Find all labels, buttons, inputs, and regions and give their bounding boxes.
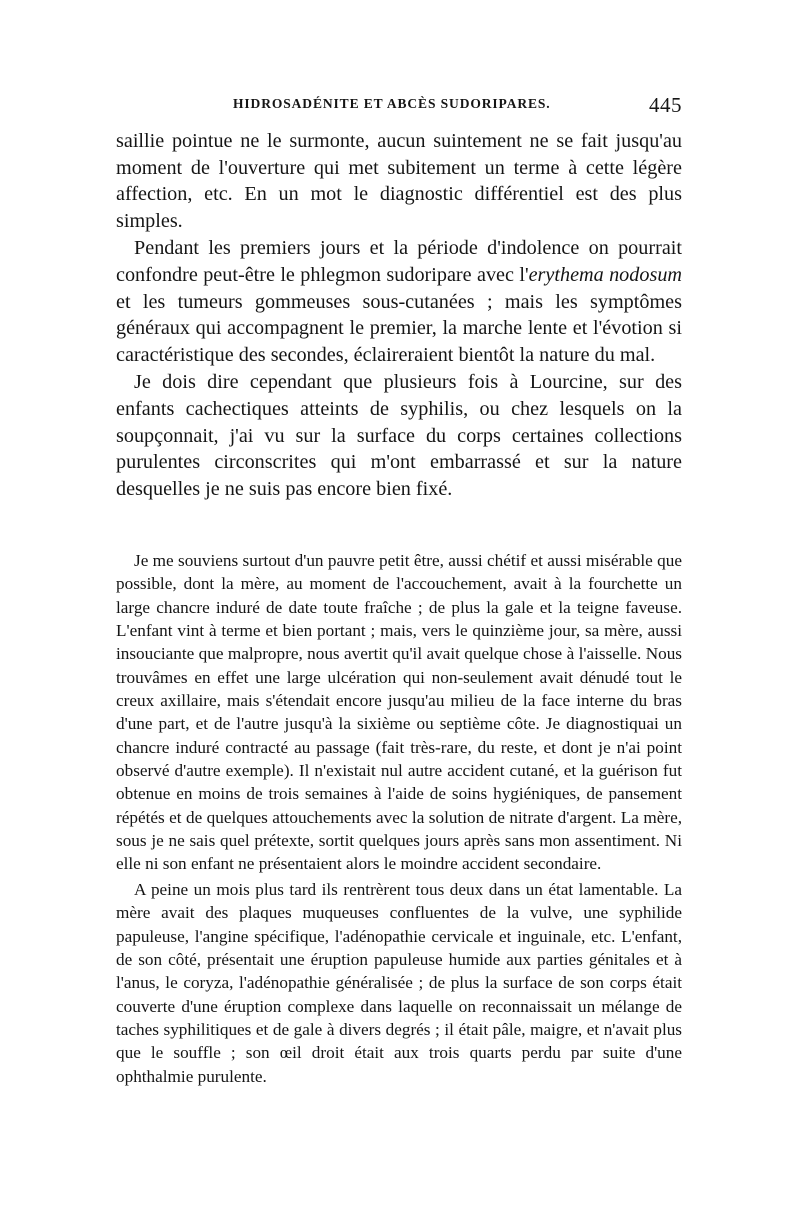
italic-term: erythema nodosum — [528, 263, 682, 286]
paragraph-text: et les tumeurs gommeuses sous-cutanées ; mais les symptômes généraux qui accompagnent le premier, la marche lente et l'évotion si caractéristique des secondes, éclaireraient bientôt la nature du mal. — [116, 290, 682, 366]
observation-text — [116, 549, 682, 1088]
paragraph-lourcine: Je dois dire cependant que plusieurs fois à Lourcine, sur des enfants cachectiques atteints de syphilis, ou chez lesquels on la soupçonnait, j'ai vu sur la surface du corps certaines collections purulentes circonscrites qui m'ont embarrassé et sur la nature desquelles je ne suis pas encore bien fixé. — [116, 371, 682, 500]
running-title: HIDROSADÉNITE ET ABCÈS SUDORIPARES. — [233, 96, 551, 111]
paragraph-continuation: saillie pointue ne le surmonte, aucun suintement ne se fait jusqu'au moment de l'ouverture qui met subitement un terme à cette légère affection, etc. En un mot le diagnostic différentiel est des plus simples. — [116, 130, 682, 232]
observation-paragraph: A peine un mois plus tard ils rentrèrent tous deux dans un état lamentable. La mère avait des plaques muqueuses confluentes de la vulve, une syphilide papuleuse, l'angine spécifique, l'adénopathie cervicale et inguinale, etc. L'enfant, de son côté, présentait une éruption papuleuse humide aux parties génitales et à l'anus, le coryza, l'adénopathie généralisée ; de plus la surface de son corps était couverte d'une éruption complexe dans laquelle on reconnaissait un mélange de taches syphilitiques et de gale à divers degrés ; il était pâle, maigre, et n'avait plus que le souffle ; son œil droit était aux trois quarts perdu par suite d'une ophthalmie purulente. — [116, 879, 682, 1086]
paragraph-text: Pendant les premiers jours et la période d'indolence on pourrait confondre peut-être le phlegmon sudoripare avec l' — [116, 237, 682, 286]
observation-paragraph: Je me souviens surtout d'un pauvre petit être, aussi chétif et aussi misérable que possible, dont la mère, au moment de l'accouchement, avait à la fourchette un large chancre induré de date toute fraîche ; de plus la gale et la teigne faveuse. L'enfant vint à terme et bien portant ; mais, vers le quinzième jour, sa mère, aussi insouciante que malpropre, nous avertit qu'il avait quelque chose à l'aisselle. Nous trouvâmes en effet une large ulcération qui non-seulement avait dénudé tout le creux axillaire, mais s'étendait encore jusqu'au milieu de la face interne du bras d'une part, et de l'autre jusqu'à la sixième ou septième côte. Je diagnostiquai un chancre induré contracté au passage (fait très-rare, du reste, et dont je n'ai point observé d'autre exemple). Il n'existait nul autre accident cutané, et la guérison fut obtenue en moins de trois semaines à l'aide de soins hygiéniques, de pansement répétés et de quelques attouchements avec la solution de nitrate d'argent. La mère, sous je ne sais quel prétexte, sortit quelques jours après sans mon assentiment. Ni elle ni son enfant ne présentaient alors le moindre accident secondaire. — [116, 551, 682, 874]
paragraph-differential-diagnosis — [116, 235, 682, 368]
running-head — [116, 93, 682, 118]
main-text — [116, 128, 682, 502]
page-number: 445 — [649, 93, 682, 117]
